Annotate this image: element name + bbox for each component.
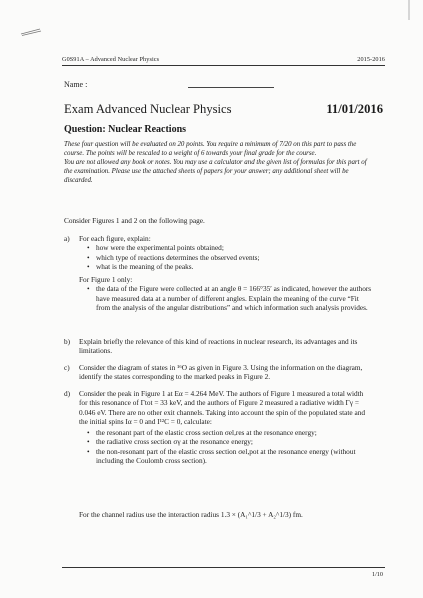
instructions — [64, 140, 376, 185]
channel-radius-note: For the channel radius use the interaction radius 1.3 × (A₁^1/3 + A₂^1/3) fm. — [79, 510, 303, 519]
academic-year: 2015-2016 — [357, 56, 385, 63]
question-c-label: c) — [64, 363, 70, 372]
bullet-item: • which type of reactions determines the observed events; — [87, 253, 372, 262]
bullet-item: • the non-resonant part of the elastic cross section σel,pot at the resonance energy (without including the Coulomb cross section). — [87, 447, 372, 466]
pen-scribble-mark — [20, 28, 42, 36]
question-a — [79, 234, 372, 312]
question-d — [79, 389, 372, 465]
footer-divider — [62, 567, 385, 568]
consider-figures-text: Consider Figures 1 and 2 on the following page. — [64, 216, 205, 225]
exam-date: 11/01/2016 — [326, 102, 383, 116]
question-c-text: Consider the diagram of states in ¹⁶O as given in Figure 3. Using the information on the diagram, identify the states corresponding to the marked peaks in Figure 2. — [79, 363, 363, 382]
section-title: Question: Nuclear Reactions — [64, 124, 187, 135]
question-a-label: a) — [64, 234, 70, 243]
header-divider — [62, 65, 385, 66]
staple-mark — [408, 0, 410, 20]
question-d-label: d) — [64, 389, 71, 398]
name-label: Name : — [64, 80, 88, 89]
question-b-text: Explain briefly the relevance of this kind of reactions in nuclear research, its advantages and its limitations. — [79, 337, 358, 356]
exam-title-row — [64, 102, 383, 117]
question-d-text: Consider the peak in Figure 1 at Eα = 4.264 MeV. The authors of Figure 1 measured a total width for this resonance of Γtot = 33 keV, and the authors of Figure 2 measured a radiative width Γγ = 0.046 eV. There are no other exit channels. Taking into account the spin of the populated state and the initial spins Iα = 0 and I¹²C = 0, calculate: — [79, 389, 366, 426]
question-b-label: b) — [64, 337, 71, 346]
page-header — [62, 56, 385, 63]
bullet-item: • the resonant part of the elastic cross section σel,res at the resonance energy; — [87, 428, 372, 437]
question-a-text: For each figure, explain: — [79, 234, 151, 243]
bullet-item: • how were the experimental points obtained; — [87, 243, 372, 252]
instructions-paragraph: You are not allowed any book or notes. You may use a calculator and the given list of formulas for this part of the examination. Please use the attached sheets of papers for your answer; any additional sheet will be discarded. — [64, 159, 367, 184]
instructions-paragraph: These four question will be evaluated on 20 points. You require a minimum of 7/20 on this part to pass the course. The points will be rescaled to a weight of 6 towards your final grade for the course. — [64, 141, 357, 157]
exam-title: Exam Advanced Nuclear Physics — [64, 102, 232, 116]
page-number: 1/10 — [371, 571, 383, 578]
figure1-bullets — [87, 284, 372, 312]
bullet-item: • the data of the Figure were collected at an angle θ = 166°35′ as indicated, however the authors have measured data at a number of different angles. Explain the meaning of the curve “Fit from the analysis of the angular distributions” and which information such analysis provides. — [87, 284, 372, 312]
name-answer-line — [188, 87, 274, 88]
bullet-item: • the radiative cross section σγ at the resonance energy; — [87, 437, 372, 446]
bullet-item: • what is the meaning of the peaks. — [87, 262, 372, 271]
figure1-only-label: For Figure 1 only: — [79, 275, 133, 285]
question-a-bullets — [87, 243, 372, 271]
question-d-bullets — [87, 428, 372, 465]
course-code: G0S91A – Advanced Nuclear Physics — [62, 56, 160, 63]
